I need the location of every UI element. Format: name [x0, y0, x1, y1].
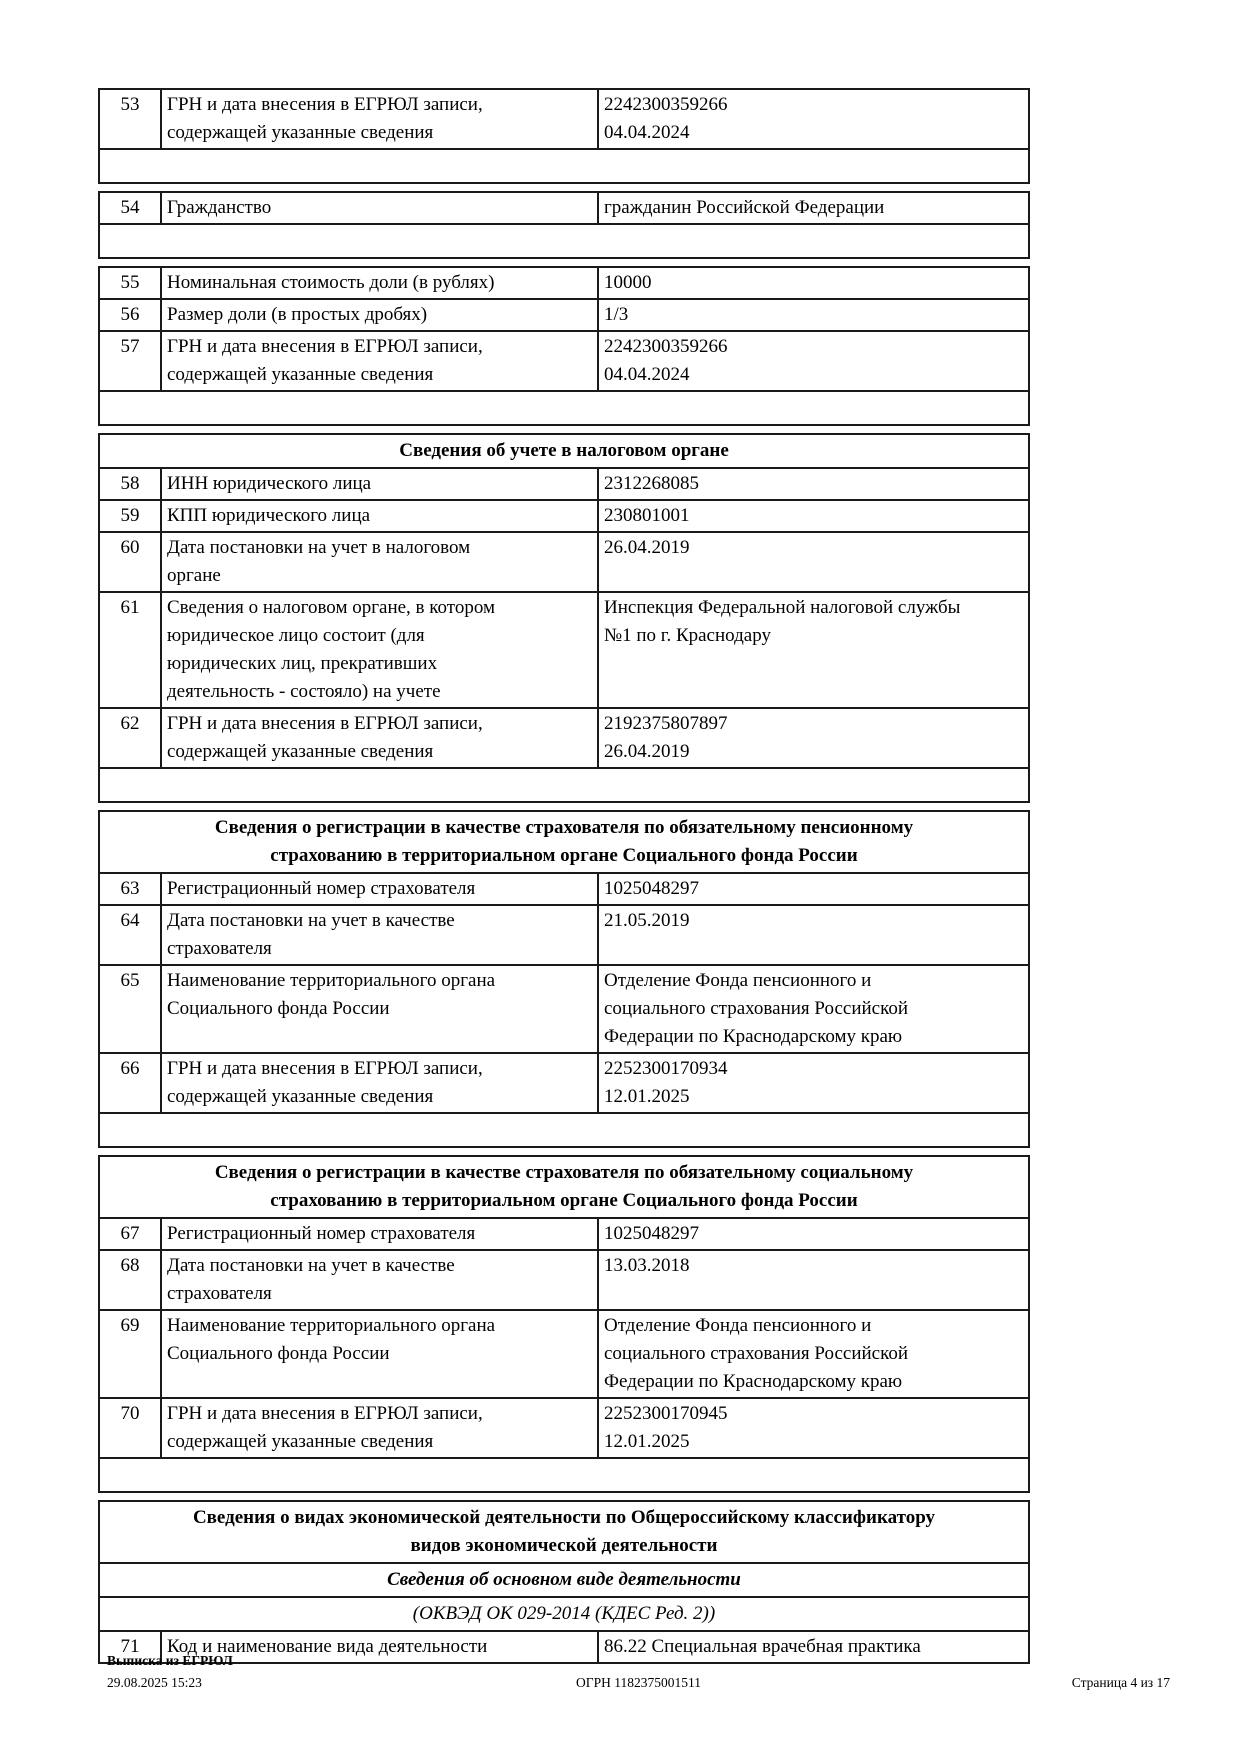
subsection-title-okved-classifier: (ОКВЭД ОК 029-2014 (КДЕС Ред. 2))	[100, 1596, 1028, 1630]
row-label	[162, 1219, 599, 1249]
section-title-line: страхованию в территориальном органе Социального фонда России	[270, 845, 858, 866]
table-row	[100, 1630, 1028, 1662]
table-row	[100, 872, 1028, 904]
label-line: страхователя	[167, 1283, 272, 1304]
generation-timestamp: 29.08.2025 15:23	[107, 1675, 202, 1690]
section-title: Сведения об учете в налоговом органе	[399, 440, 729, 461]
label-line: Дата постановки на учет в качестве	[167, 1255, 455, 1276]
row-label	[162, 533, 599, 591]
row-label	[162, 193, 599, 223]
row-value	[599, 1311, 1028, 1397]
value-line: 12.01.2025	[604, 1431, 690, 1452]
label-line: содержащей указанные сведения	[167, 741, 434, 762]
row-number: 67	[100, 1219, 162, 1249]
table-row	[100, 1249, 1028, 1309]
label-line: содержащей указанные сведения	[167, 122, 434, 143]
section-title-line: Сведения о регистрации в качестве страхователя по обязательному социальному	[214, 1162, 914, 1183]
table-row	[100, 964, 1028, 1052]
row-label	[162, 90, 599, 148]
table-block-social-insurance	[98, 1155, 1030, 1493]
row-label	[162, 1311, 599, 1397]
label-line: Размер доли (в простых дробях)	[167, 304, 428, 325]
row-label	[162, 906, 599, 964]
row-number: 59	[100, 501, 162, 531]
row-label	[162, 1251, 599, 1309]
label-line: содержащей указанные сведения	[167, 1086, 434, 1107]
label-line: содержащей указанные сведения	[167, 1431, 434, 1452]
label-line: страхователя	[167, 938, 272, 959]
label-line: Регистрационный номер страхователя	[167, 1223, 476, 1244]
value-line: Инспекция Федеральной налоговой службы	[604, 597, 961, 618]
label-line: Социального фонда России	[167, 1343, 390, 1364]
table-spacer-row	[100, 148, 1028, 182]
row-value	[599, 1399, 1028, 1457]
row-number: 60	[100, 533, 162, 591]
table-row	[100, 707, 1028, 767]
section-title-line: Сведения о регистрации в качестве страхователя по обязательному пенсионному	[214, 817, 914, 838]
value-line: 1025048297	[604, 878, 699, 899]
row-value	[599, 268, 1028, 298]
label-line: Дата постановки на учет в налоговом	[167, 537, 471, 558]
label-line: Социального фонда России	[167, 998, 390, 1019]
row-number: 66	[100, 1054, 162, 1112]
row-number: 69	[100, 1311, 162, 1397]
row-value	[599, 501, 1028, 531]
row-number: 61	[100, 593, 162, 707]
value-line: Отделение Фонда пенсионного и	[604, 1315, 872, 1336]
row-label	[162, 332, 599, 390]
label-line: Код и наименование вида деятельности	[167, 1636, 488, 1657]
table-row	[100, 904, 1028, 964]
row-label	[162, 1399, 599, 1457]
label-line: ГРН и дата внесения в ЕГРЮЛ записи,	[167, 336, 483, 357]
table-block-pension-insurance	[98, 810, 1030, 1148]
row-value	[599, 1219, 1028, 1249]
table-block	[98, 191, 1030, 259]
row-value	[599, 90, 1028, 148]
row-value	[599, 874, 1028, 904]
label-line: содержащей указанные сведения	[167, 364, 434, 385]
row-label	[162, 1054, 599, 1112]
row-value	[599, 332, 1028, 390]
table-block	[98, 266, 1030, 426]
label-line: Гражданство	[167, 197, 272, 218]
row-label	[162, 268, 599, 298]
row-number: 70	[100, 1399, 162, 1457]
row-value	[599, 193, 1028, 223]
row-label	[162, 966, 599, 1052]
row-value	[599, 593, 1028, 707]
label-line: юридических лиц, прекративших	[167, 653, 438, 674]
row-number: 56	[100, 300, 162, 330]
row-number: 63	[100, 874, 162, 904]
row-label	[162, 874, 599, 904]
value-line: 2242300359266	[604, 94, 728, 115]
table-block-tax-authority	[98, 433, 1030, 803]
table-row	[100, 467, 1028, 499]
value-line: 230801001	[604, 505, 690, 526]
value-line: гражданин Российской Федерации	[604, 197, 885, 218]
row-number: 54	[100, 193, 162, 223]
row-number: 58	[100, 469, 162, 499]
document-type-label: Выписка из ЕГРЮЛ	[107, 1653, 233, 1668]
row-label	[162, 501, 599, 531]
label-line: КПП юридического лица	[167, 505, 371, 526]
section-title	[100, 1157, 1028, 1217]
value-line: 2192375807897	[604, 713, 728, 734]
row-number: 53	[100, 90, 162, 148]
value-line: Отделение Фонда пенсионного и	[604, 970, 872, 991]
row-label	[162, 469, 599, 499]
table-spacer-row	[100, 1112, 1028, 1146]
table-row	[100, 330, 1028, 390]
table-row	[100, 531, 1028, 591]
row-number: 65	[100, 966, 162, 1052]
row-label	[162, 709, 599, 767]
value-line: 2312268085	[604, 473, 699, 494]
ogrn-label: ОГРН 1182375001511	[576, 1675, 701, 1690]
table-row	[100, 1217, 1028, 1249]
table-spacer-row	[100, 390, 1028, 424]
row-number: 57	[100, 332, 162, 390]
row-value	[599, 1251, 1028, 1309]
section-title	[100, 812, 1028, 872]
table-spacer-row	[100, 767, 1028, 801]
value-line: социального страхования Российской	[604, 1343, 909, 1364]
label-line: Регистрационный номер страхователя	[167, 878, 476, 899]
row-value	[599, 533, 1028, 591]
value-line: 2252300170934	[604, 1058, 728, 1079]
table-row	[100, 90, 1028, 148]
row-value	[599, 709, 1028, 767]
label-line: юридическое лицо состоит (для	[167, 625, 425, 646]
table-block	[98, 88, 1030, 184]
table-row	[100, 1397, 1028, 1457]
egrul-extract-page	[98, 88, 1030, 1671]
section-title-line: Сведения о видах экономической деятельности по Общероссийскому классификатору	[192, 1507, 936, 1528]
row-value	[599, 1054, 1028, 1112]
row-value	[599, 469, 1028, 499]
value-line: Федерации по Краснодарскому краю	[604, 1026, 903, 1047]
table-row	[100, 298, 1028, 330]
label-line: ГРН и дата внесения в ЕГРЮЛ записи,	[167, 1058, 483, 1079]
value-line: 2242300359266	[604, 336, 728, 357]
value-line: социального страхования Российской	[604, 998, 909, 1019]
table-row	[100, 193, 1028, 223]
row-number: 64	[100, 906, 162, 964]
row-number: 68	[100, 1251, 162, 1309]
page-indicator: Страница 4 из 17	[1071, 1675, 1170, 1690]
label-line: Наименование территориального органа	[167, 970, 496, 991]
row-value	[599, 966, 1028, 1052]
value-line: 1025048297	[604, 1223, 699, 1244]
value-line: 12.01.2025	[604, 1086, 690, 1107]
value-line: 26.04.2019	[604, 741, 690, 762]
label-line: ГРН и дата внесения в ЕГРЮЛ записи,	[167, 1403, 483, 1424]
label-line: ГРН и дата внесения в ЕГРЮЛ записи,	[167, 713, 483, 734]
label-line: ИНН юридического лица	[167, 473, 372, 494]
table-row	[100, 1309, 1028, 1397]
subsection-title-main-activity: Сведения об основном виде деятельности	[100, 1562, 1028, 1596]
table-spacer-row	[100, 223, 1028, 257]
value-line: 86.22 Специальная врачебная практика	[604, 1636, 921, 1657]
label-line: Наименование территориального органа	[167, 1315, 496, 1336]
value-line: №1 по г. Краснодару	[604, 625, 771, 646]
table-row	[100, 591, 1028, 707]
label-line: ГРН и дата внесения в ЕГРЮЛ записи,	[167, 94, 483, 115]
value-line: 1/3	[604, 304, 629, 325]
value-line: 13.03.2018	[604, 1255, 690, 1276]
value-line: Федерации по Краснодарскому краю	[604, 1371, 903, 1392]
label-line: Сведения о налоговом органе, в котором	[167, 597, 495, 618]
value-line: 2252300170945	[604, 1403, 728, 1424]
row-value	[599, 300, 1028, 330]
label-line: Номинальная стоимость доли (в рублях)	[167, 272, 495, 293]
row-label	[162, 593, 599, 707]
section-title-line: видов экономической деятельности	[410, 1535, 718, 1556]
label-line: Дата постановки на учет в качестве	[167, 910, 455, 931]
value-line: 26.04.2019	[604, 537, 690, 558]
row-label	[162, 300, 599, 330]
label-line: органе	[167, 565, 221, 586]
section-title	[100, 1502, 1028, 1562]
row-number: 71	[100, 1632, 162, 1662]
table-spacer-row	[100, 1457, 1028, 1491]
row-value	[599, 906, 1028, 964]
section-title-line: страхованию в территориальном органе Социального фонда России	[270, 1190, 858, 1211]
value-line: 21.05.2019	[604, 910, 690, 931]
table-row	[100, 499, 1028, 531]
value-line: 04.04.2024	[604, 122, 690, 143]
table-row	[100, 268, 1028, 298]
row-number: 62	[100, 709, 162, 767]
value-line: 04.04.2024	[604, 364, 690, 385]
label-line: деятельность - состояло) на учете	[167, 681, 441, 702]
row-value	[599, 1632, 1028, 1662]
value-line: 10000	[604, 272, 652, 293]
table-row	[100, 1052, 1028, 1112]
table-block-okved	[98, 1500, 1030, 1664]
row-number: 55	[100, 268, 162, 298]
